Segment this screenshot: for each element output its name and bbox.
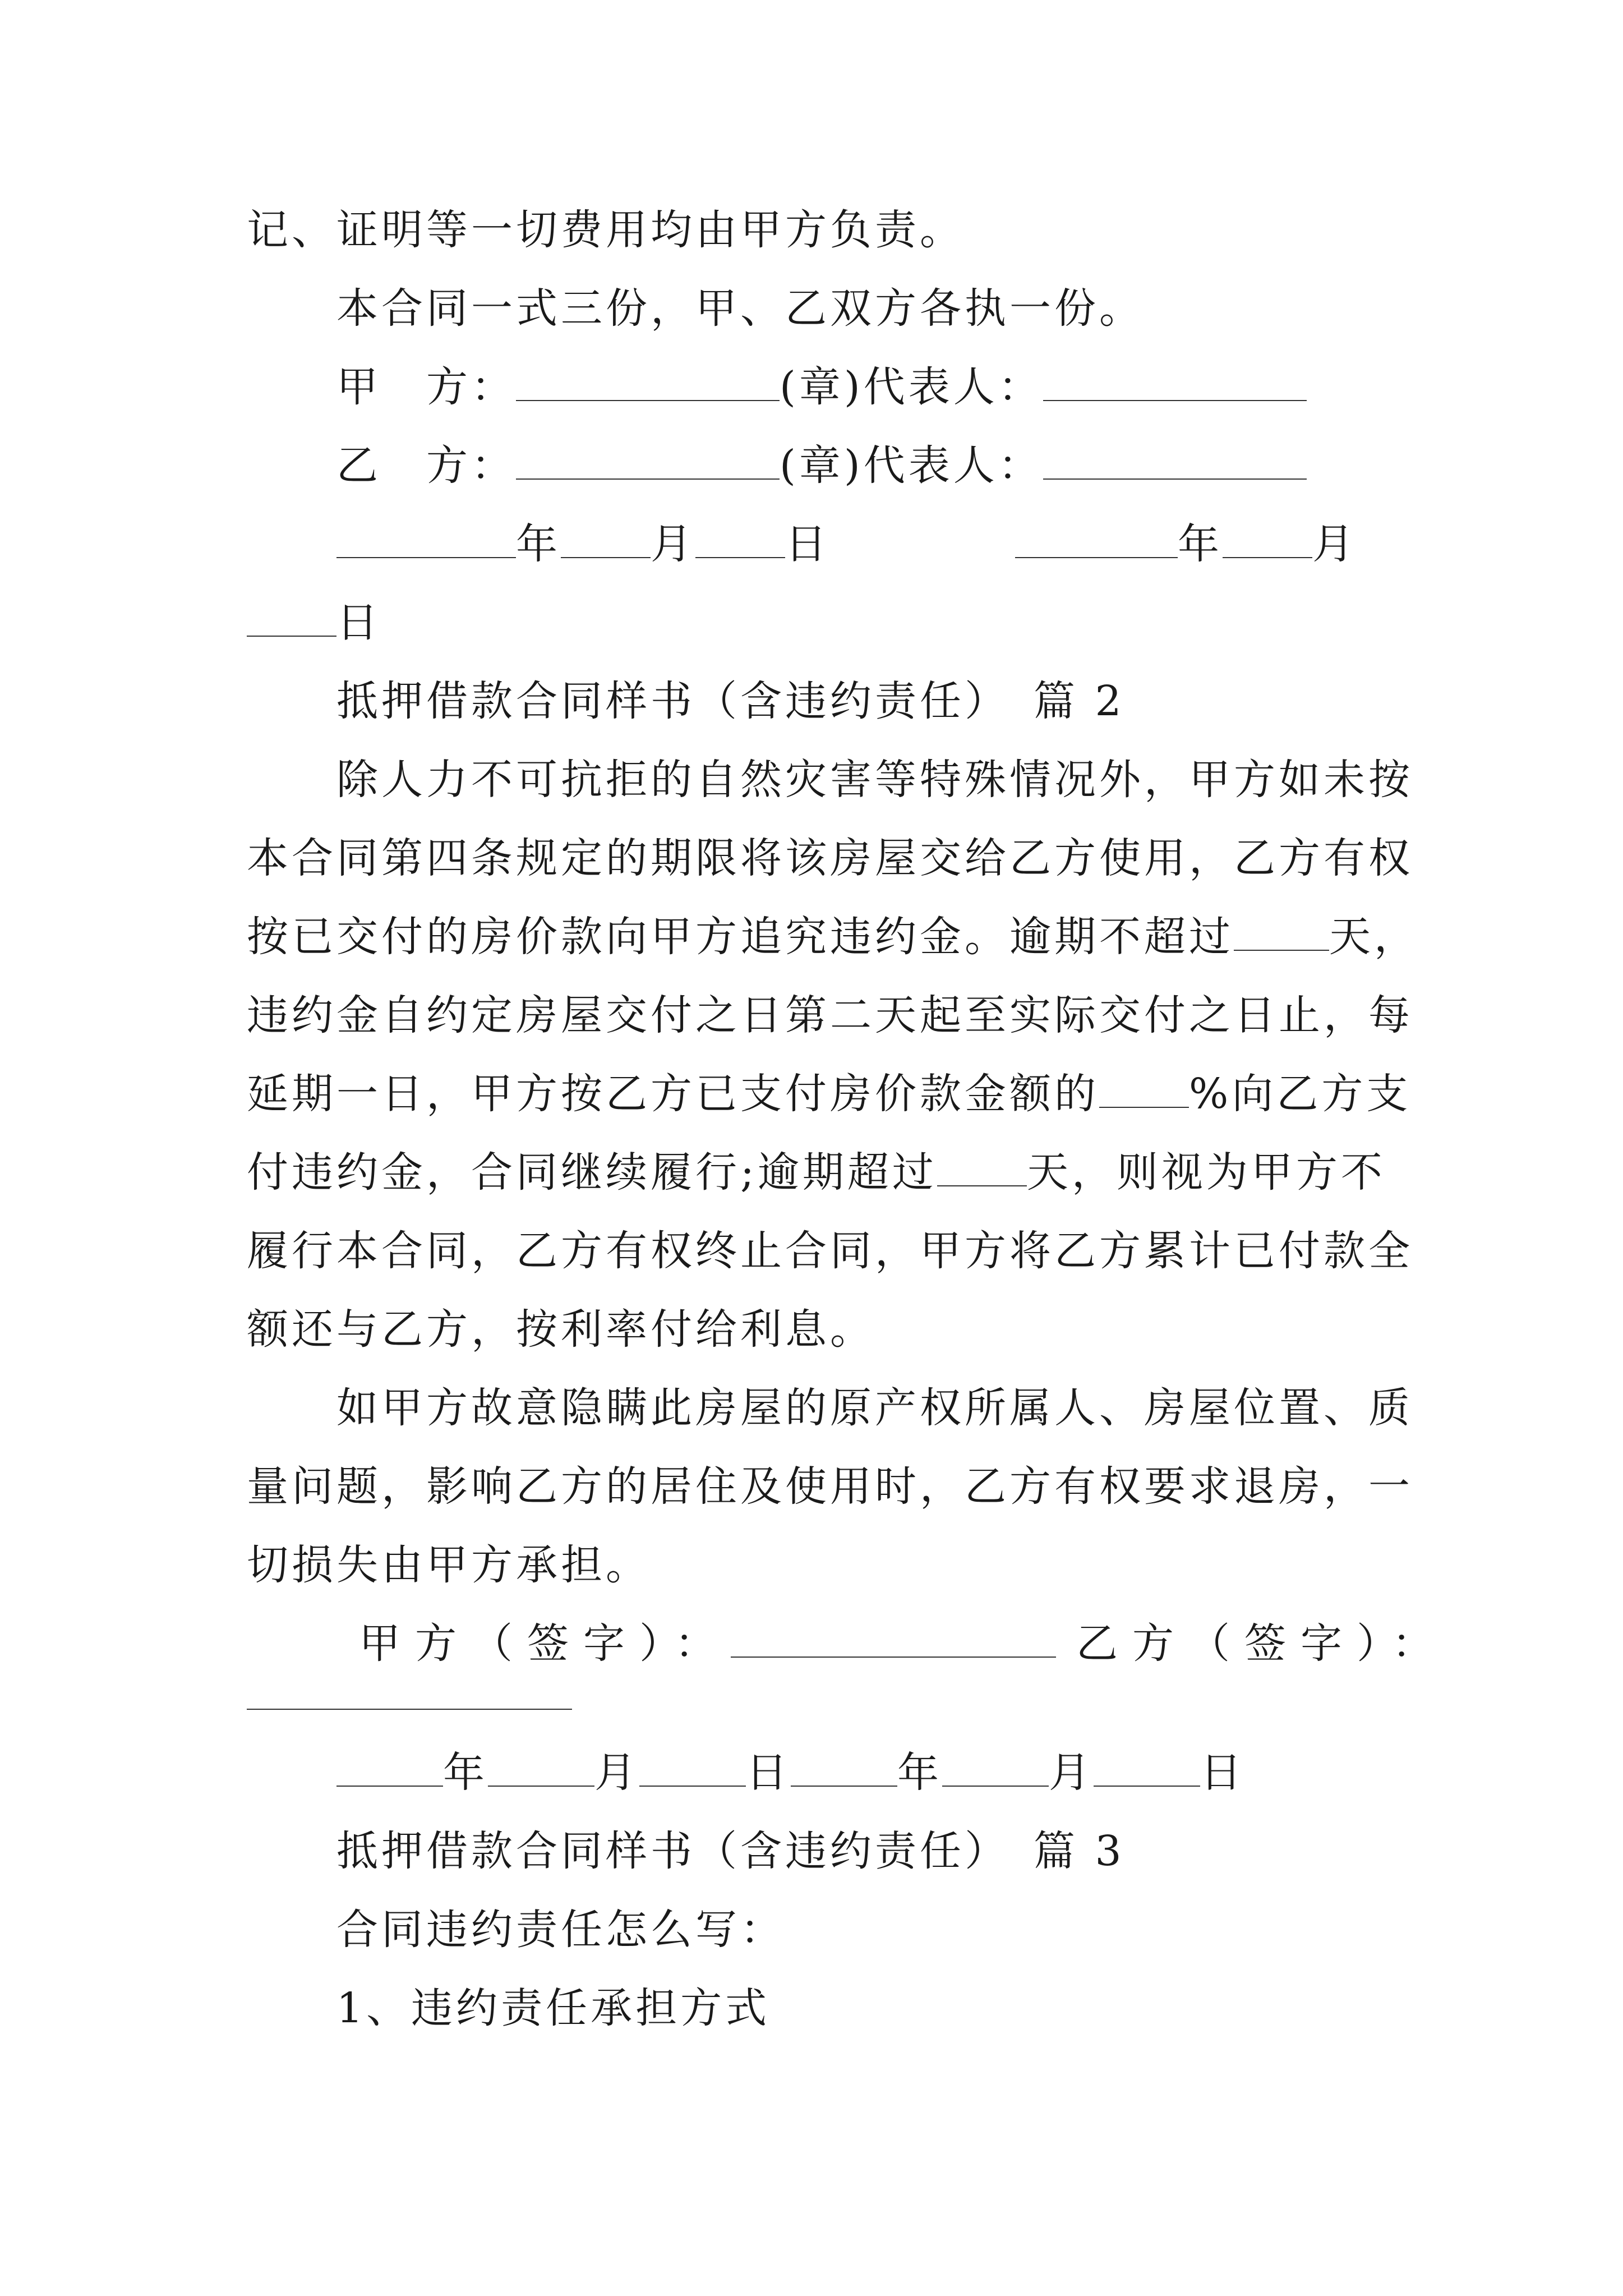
blank-field bbox=[1094, 1751, 1200, 1787]
blank-field bbox=[336, 1751, 443, 1787]
text-line: 记、证明等一切费用均由甲方负责。 bbox=[247, 206, 965, 254]
blank-field bbox=[791, 1751, 897, 1787]
blank-field bbox=[1234, 915, 1329, 951]
month-label: 月 bbox=[594, 1749, 639, 1797]
blank-field bbox=[731, 1622, 1056, 1658]
text-line bbox=[247, 1144, 1386, 1200]
blank-field bbox=[1043, 365, 1307, 401]
party-b-label: 乙 方： bbox=[336, 441, 516, 490]
blank-field bbox=[1043, 444, 1307, 480]
blank-field bbox=[695, 522, 785, 558]
text-line: 履行本合同，乙方有权终止合同，甲方将乙方累计已付款全 bbox=[247, 1227, 1413, 1275]
text-line: 1、违约责任承担方式 bbox=[336, 1984, 771, 2032]
signature-line bbox=[359, 1616, 1448, 1672]
day-label: 日 bbox=[785, 520, 830, 568]
text-segment: 天，则视为甲方不 bbox=[1026, 1148, 1386, 1197]
day-label: 日 bbox=[336, 599, 381, 647]
text-line bbox=[247, 909, 1419, 965]
text-segment: 按已交付的房价款向甲方追究违约金。逾期不超过 bbox=[247, 913, 1234, 961]
text-line: 如甲方故意隐瞒此房屋的原产权所属人、房屋位置、质 bbox=[336, 1384, 1413, 1432]
year-label: 年 bbox=[897, 1749, 942, 1797]
year-label: 年 bbox=[516, 520, 561, 568]
date-line bbox=[336, 1745, 1245, 1801]
blank-field bbox=[561, 522, 651, 558]
text-line: 合同违约责任怎么写： bbox=[336, 1906, 785, 1954]
blank-field bbox=[639, 1751, 746, 1787]
text-line: 额还与乙方，按利率付给利息。 bbox=[247, 1305, 875, 1354]
month-label: 月 bbox=[1312, 520, 1357, 568]
month-label: 月 bbox=[651, 520, 695, 568]
text-segment: 付违约金，合同继续履行;逾期超过 bbox=[247, 1148, 937, 1197]
signature-blank bbox=[247, 1709, 572, 1710]
blank-field bbox=[937, 1151, 1027, 1186]
blank-field bbox=[942, 1751, 1049, 1787]
text-line bbox=[247, 1066, 1411, 1122]
blank-field bbox=[488, 1751, 594, 1787]
text-line: 违约金自约定房屋交付之日第二天起至实际交付之日止，每 bbox=[247, 991, 1413, 1039]
date-line bbox=[336, 516, 1357, 572]
text-segment: 天， bbox=[1329, 913, 1419, 961]
seal-rep-label: (章)代表人： bbox=[780, 363, 1043, 411]
text-line: 量问题，影响乙方的居住及使用时，乙方有权要求退房，一 bbox=[247, 1462, 1413, 1511]
month-label: 月 bbox=[1049, 1749, 1094, 1797]
blank-field bbox=[516, 365, 780, 401]
year-label: 年 bbox=[443, 1749, 488, 1797]
party-a-line bbox=[336, 359, 1307, 415]
party-b-line bbox=[336, 438, 1307, 494]
blank-field bbox=[1015, 522, 1178, 558]
text-line: 本合同一式三份，甲、乙双方各执一份。 bbox=[336, 284, 1144, 333]
blank-field bbox=[516, 444, 780, 480]
section-heading: 抵押借款合同样书（含违约责任） 篇 3 bbox=[336, 1827, 1125, 1875]
text-line: 本合同第四条规定的期限将该房屋交给乙方使用，乙方有权 bbox=[247, 834, 1413, 882]
blank-field bbox=[247, 601, 336, 637]
day-label: 日 bbox=[746, 1749, 791, 1797]
text-segment: %向乙方支 bbox=[1189, 1070, 1412, 1118]
sign-a-label: 甲方（签字）： bbox=[359, 1619, 731, 1668]
text-line: 除人力不可抗拒的自然灾害等特殊情况外，甲方如未按 bbox=[336, 756, 1413, 804]
blank-field bbox=[1223, 522, 1312, 558]
sign-b-label: 乙方（签字）： bbox=[1076, 1619, 1448, 1668]
date-line-cont bbox=[247, 595, 381, 651]
party-a-label: 甲 方： bbox=[336, 363, 516, 411]
text-segment: 延期一日，甲方按乙方已支付房价款金额的 bbox=[247, 1070, 1099, 1118]
section-heading: 抵押借款合同样书（含违约责任） 篇 2 bbox=[336, 677, 1125, 725]
seal-rep-label: (章)代表人： bbox=[780, 441, 1043, 490]
year-label: 年 bbox=[1178, 520, 1223, 568]
blank-field bbox=[1099, 1072, 1189, 1108]
text-line: 切损失由甲方承担。 bbox=[247, 1541, 651, 1589]
blank-field bbox=[336, 522, 516, 558]
day-label: 日 bbox=[1200, 1749, 1245, 1797]
